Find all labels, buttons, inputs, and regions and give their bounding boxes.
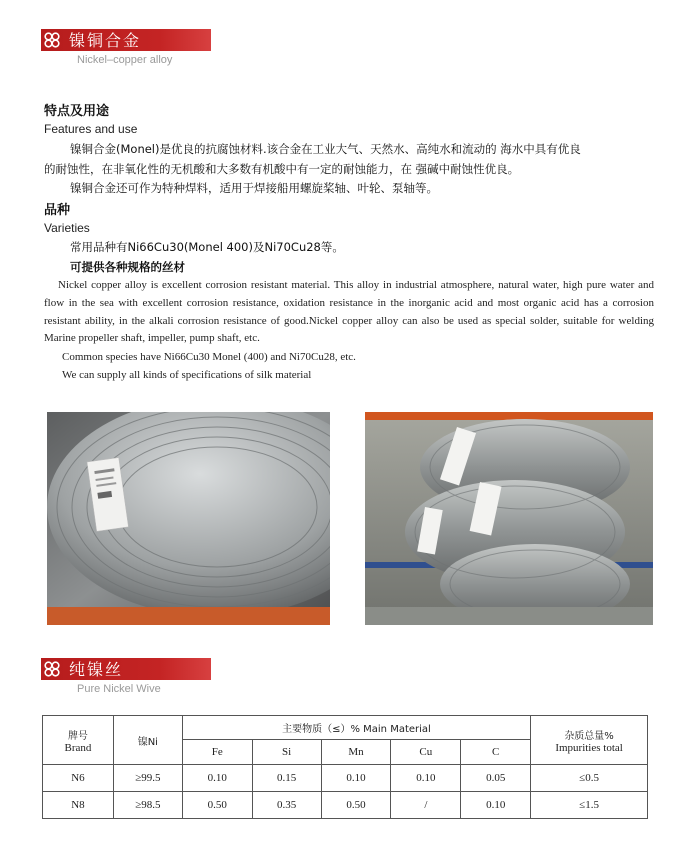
impurities-header-cell (531, 716, 648, 765)
impurities-header-en: Impurities total (555, 741, 623, 754)
element-header: C (461, 740, 531, 765)
element-header: Mn (321, 740, 391, 765)
ni-cell: ≥98.5 (113, 792, 182, 819)
section-subtitle: Nickel–copper alloy (77, 54, 173, 66)
section-title: 纯镍丝 (69, 660, 124, 679)
features-heading-en: Features and use (44, 122, 138, 136)
brand-cell: N6 (43, 765, 114, 792)
value-cell: 0.10 (391, 765, 461, 792)
quatrefoil-knot-icon (43, 660, 61, 678)
pure-nickel-spec-table (42, 715, 648, 819)
english-species: Common species have Ni66Cu30 Monel (400) and Ni70Cu28, etc. (62, 351, 356, 363)
impurities-cell: ≤0.5 (531, 765, 648, 792)
element-header: Si (252, 740, 321, 765)
features-line-1: 镍铜合金(Monel)是优良的抗腐蚀材料.该合金在工业大气、天然水、高纯水和流动的 海水中具有优良 (70, 142, 581, 156)
english-supply: We can supply all kinds of specifications of silk material (62, 369, 312, 381)
ni-cell: ≥99.5 (113, 765, 182, 792)
wire-coil-photo-right (365, 412, 653, 625)
section-header-bar (41, 658, 211, 680)
brand-header-cell (43, 716, 114, 765)
value-cell: 0.10 (321, 765, 391, 792)
value-cell: 0.50 (182, 792, 252, 819)
english-paragraph: Nickel copper alloy is excellent corrosion resistant material. This alloy in industrial atmosphere, natural water, high pure water and flow in the sea with excellent corrosion resistance, oxidation resistance in the inorganic acid and most organic acid has a corrosion resistant ability, in the alkali corrosion resistance of good.Nickel copper alloy can also be used as special solder, suitable for welding Marine propeller shaft, impeller, pump shaft, etc. (44, 279, 654, 345)
value-cell: 0.05 (461, 765, 531, 792)
brand-header-en: Brand (64, 741, 92, 754)
varieties-heading-en: Varieties (44, 221, 90, 235)
section-title: 镍铜合金 (69, 31, 142, 50)
varieties-common-cn: 常用品种有Ni66Cu30(Monel 400)及Ni70Cu28等。 (70, 240, 344, 254)
ni-header: 镍Ni (113, 716, 182, 765)
value-cell: 0.15 (252, 765, 321, 792)
brand-cell: N8 (43, 792, 114, 819)
value-cell: 0.50 (321, 792, 391, 819)
quatrefoil-knot-icon (43, 31, 61, 49)
table-row (43, 765, 648, 792)
element-header: Fe (182, 740, 252, 765)
main-material-header: 主要物质（≤）% Main Material (182, 716, 530, 740)
impurities-header-cn: 杂质总量% (564, 730, 614, 742)
varieties-heading-cn: 品种 (44, 203, 71, 218)
value-cell: / (391, 792, 461, 819)
features-line-2: 的耐蚀性，在非氧化性的无机酸和大多数有机酸中有一定的耐蚀能力，在 强碱中耐蚀性优良。 (44, 162, 520, 176)
brand-header-cn: 牌号 (67, 730, 88, 742)
value-cell: 0.10 (461, 792, 531, 819)
features-line-3: 镍铜合金还可作为特种焊料，适用于焊接船用螺旋桨轴、叶轮、泵轴等。 (70, 181, 438, 195)
features-heading-cn: 特点及用途 (44, 104, 110, 119)
wire-coil-photo-left (47, 412, 330, 625)
impurities-cell: ≤1.5 (531, 792, 648, 819)
value-cell: 0.10 (182, 765, 252, 792)
element-header: Cu (391, 740, 461, 765)
section-subtitle: Pure Nickel Wive (77, 683, 161, 695)
table-row (43, 792, 648, 819)
value-cell: 0.35 (252, 792, 321, 819)
varieties-supply-cn: 可提供各种规格的丝材 (70, 260, 185, 274)
